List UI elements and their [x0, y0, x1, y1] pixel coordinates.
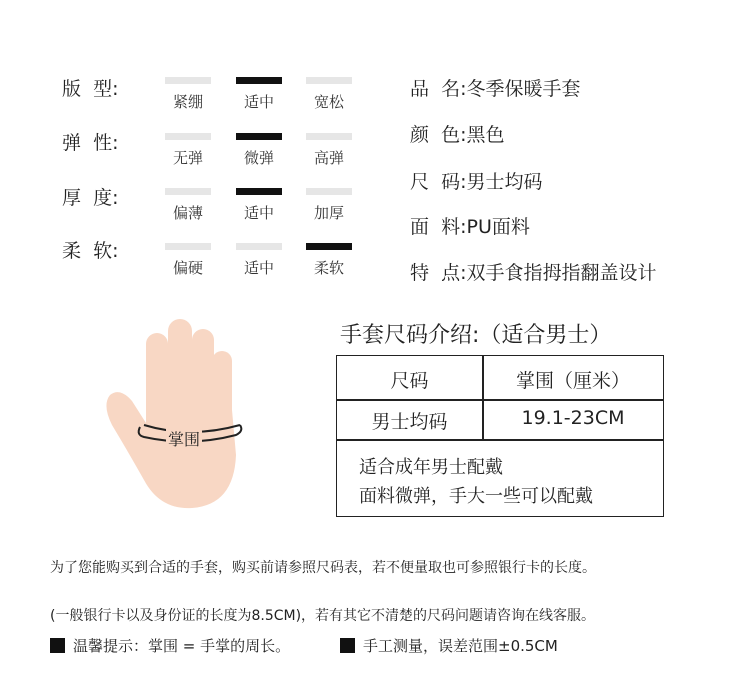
- scale-bar: [165, 133, 211, 140]
- info-name: 品 名:冬季保暖手套: [410, 78, 581, 100]
- attr-label-thickness: 厚 度:: [62, 187, 119, 209]
- scale-bar-selected: [306, 243, 352, 250]
- table-note-1: 适合成年男士配戴: [359, 457, 503, 478]
- size-table: [336, 355, 664, 517]
- footer-line-2: (一般银行卡以及身份证的长度为8.5CM)，若有其它不清楚的尺码问题请咨询在线客服。: [50, 608, 596, 624]
- hand-illustration: [100, 315, 260, 515]
- scale-bar: [165, 188, 211, 195]
- scale-option-label: 高弹: [313, 149, 344, 167]
- scale-bar: [306, 188, 352, 195]
- attr-label-elasticity: 弹 性:: [62, 132, 119, 154]
- info-color: 颜 色:黑色: [410, 124, 505, 146]
- scale-bar: [306, 77, 352, 84]
- scale-option-label: 无弹: [172, 149, 203, 167]
- info-feature: 特 点:双手食指拇指翻盖设计: [410, 262, 657, 284]
- scale-bar-selected: [236, 133, 282, 140]
- scale-option-label: 适中: [243, 93, 274, 111]
- info-material: 面 料:PU面料: [410, 216, 530, 238]
- scale-option-label: 偏薄: [172, 204, 203, 222]
- table-header-size: 尺码: [390, 370, 429, 392]
- hand-label: 掌围: [166, 427, 202, 450]
- table-note-2: 面料微弹，手大一些可以配戴: [359, 486, 593, 507]
- scale-option-label: 宽松: [313, 93, 344, 111]
- scale-option-label: 微弹: [243, 149, 274, 167]
- footer-tip-2: 手工测量，误差范围±0.5CM: [340, 635, 558, 656]
- size-table-title: 手套尺码介绍:（适合男士）: [340, 323, 612, 348]
- square-bullet-icon: [50, 638, 65, 653]
- scale-bar: [165, 77, 211, 84]
- scale-option-label: 柔软: [313, 259, 344, 277]
- square-bullet-icon: [340, 638, 355, 653]
- table-cell-palm: 19.1-23CM: [521, 407, 625, 429]
- info-size: 尺 码:男士均码: [410, 171, 543, 193]
- scale-bar: [236, 243, 282, 250]
- footer-line-1: 为了您能购买到合适的手套，购买前请参照尺码表，若不便量取也可参照银行卡的长度。: [50, 560, 596, 576]
- scale-option-label: 适中: [243, 204, 274, 222]
- attr-label-softness: 柔 软:: [62, 240, 119, 262]
- scale-bar-selected: [236, 77, 282, 84]
- attr-label-fit: 版 型:: [62, 78, 119, 100]
- scale-option-label: 适中: [243, 259, 274, 277]
- scale-bar-selected: [236, 188, 282, 195]
- table-header-palm: 掌围（厘米）: [515, 370, 630, 392]
- scale-bar: [306, 133, 352, 140]
- scale-option-label: 加厚: [313, 204, 344, 222]
- scale-bar: [165, 243, 211, 250]
- scale-option-label: 偏硬: [172, 259, 203, 277]
- table-cell-size: 男士均码: [371, 411, 448, 433]
- scale-option-label: 紧绷: [172, 93, 203, 111]
- footer-tip-1: 温馨提示：掌围 = 手掌的周长。: [50, 635, 290, 656]
